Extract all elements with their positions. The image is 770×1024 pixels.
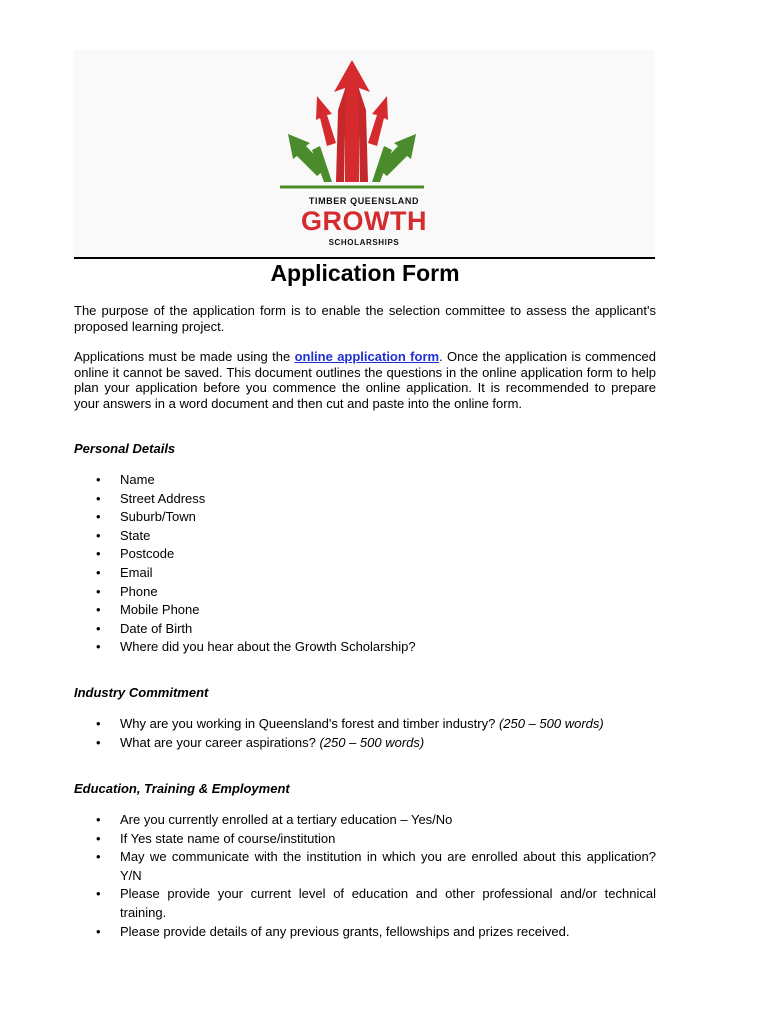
instructions-text-before: Applications must be made using the — [74, 349, 295, 364]
list-item: • Please provide details of any previous grants, fellowships and prizes received. — [0, 923, 656, 942]
list-item: • Where did you hear about the Growth Scholarship? — [0, 638, 656, 657]
intro-paragraph-purpose: The purpose of the application form is to enable the selection committee to assess the applicant's proposed learning project. — [74, 303, 656, 334]
list-item: • Are you currently enrolled at a tertiary education – Yes/No — [0, 811, 656, 830]
section-heading-personal-details: Personal Details — [74, 441, 176, 456]
list-item: • State — [0, 527, 656, 546]
list-item: • Street Address — [0, 490, 656, 509]
question-text: Why are you working in Queensland's forest and timber industry? — [120, 716, 499, 731]
section-heading-industry-commitment: Industry Commitment — [74, 685, 209, 700]
intro-paragraph-instructions — [74, 349, 656, 411]
list-item: • Phone — [0, 583, 656, 602]
list-item: • Mobile Phone — [0, 601, 656, 620]
list-item — [0, 715, 656, 734]
word-limit-note: (250 – 500 words) — [498, 716, 604, 731]
logo-line-scholarships: SCHOLARSHIPS — [328, 238, 400, 247]
section-heading-education-training-employment: Education, Training & Employment — [74, 781, 290, 796]
logo-line-growth: GROWTH — [301, 206, 427, 236]
red-shaft-right-icon — [358, 86, 368, 182]
list-item: • May we communicate with the institution in which you are enrolled about this application? Y/N — [0, 848, 656, 885]
page-title: Application Form — [270, 260, 460, 286]
list-item: • Date of Birth — [0, 620, 656, 639]
online-application-form-link[interactable]: online application form — [294, 349, 440, 364]
education-training-list — [0, 811, 656, 941]
logo-line-timber-queensland: TIMBER QUEENSLAND — [308, 196, 420, 206]
growth-scholarship-logo — [74, 50, 654, 257]
word-limit-note: (250 – 500 words) — [319, 734, 425, 750]
question-text: What are your career aspirations? — [120, 734, 320, 750]
instructions-text-after: . Once the application is commenced online it cannot be saved. This document outlines the questions in the online application form to help plan your application before you commence the online application. It is recommended to prepare your answers in a word document and then cut and paste into the online form. — [74, 349, 656, 411]
personal-details-list — [0, 471, 656, 657]
list-item: • Postcode — [0, 545, 656, 564]
red-arrow-right-icon — [368, 96, 388, 146]
list-item — [0, 734, 656, 753]
list-item: • If Yes state name of course/institution — [0, 830, 656, 849]
industry-commitment-list — [0, 715, 656, 752]
list-item: • Please provide your current level of education and other professional and/or technical training. — [0, 885, 656, 922]
red-arrow-left-icon — [316, 96, 336, 146]
list-item: • Suburb/Town — [0, 508, 656, 527]
red-shaft-left-icon — [336, 86, 346, 182]
list-item: • Email — [0, 564, 656, 583]
list-item: • Name — [0, 471, 656, 490]
